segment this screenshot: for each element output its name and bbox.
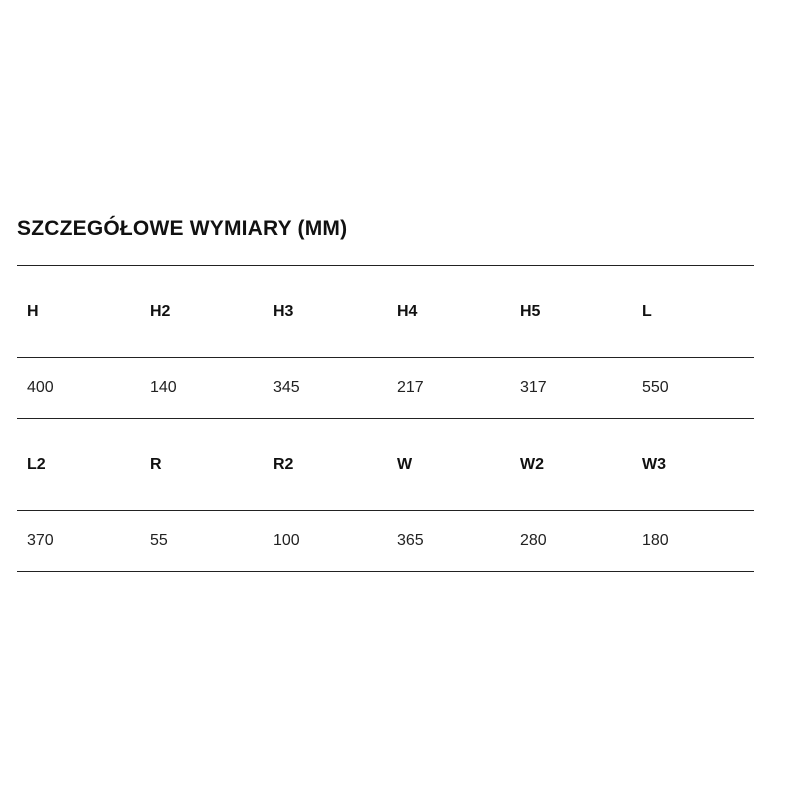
header-cell: W bbox=[397, 455, 413, 473]
header-cell: W2 bbox=[520, 455, 544, 473]
value-cell: 365 bbox=[397, 532, 424, 549]
value-cell: 550 bbox=[642, 379, 669, 396]
header-cell: R2 bbox=[273, 455, 294, 473]
value-cell: 280 bbox=[520, 532, 547, 549]
value-cell: 400 bbox=[27, 379, 54, 396]
value-cell: 180 bbox=[642, 532, 669, 549]
value-cell: 370 bbox=[27, 532, 54, 549]
value-cell: 55 bbox=[150, 532, 168, 549]
table-bottom-rule bbox=[17, 571, 754, 572]
value-cell: 140 bbox=[150, 379, 177, 396]
header-cell: R bbox=[150, 455, 162, 473]
header-row-2 bbox=[17, 419, 754, 510]
header-cell: H4 bbox=[397, 302, 418, 320]
header-row-1 bbox=[17, 266, 754, 357]
value-row-1 bbox=[17, 358, 754, 418]
header-cell: W3 bbox=[642, 455, 666, 473]
value-cell: 100 bbox=[273, 532, 300, 549]
section-title: SZCZEGÓŁOWE WYMIARY (MM) bbox=[17, 217, 348, 240]
header-cell: H3 bbox=[273, 302, 294, 320]
value-cell: 345 bbox=[273, 379, 300, 396]
header-cell: L2 bbox=[27, 455, 46, 473]
value-cell: 217 bbox=[397, 379, 424, 396]
header-cell: L bbox=[642, 302, 652, 320]
header-cell: H5 bbox=[520, 302, 541, 320]
dimensions-table bbox=[17, 265, 754, 572]
header-cell: H2 bbox=[150, 302, 171, 320]
value-cell: 317 bbox=[520, 379, 547, 396]
header-cell: H bbox=[27, 302, 39, 320]
value-row-2 bbox=[17, 511, 754, 571]
